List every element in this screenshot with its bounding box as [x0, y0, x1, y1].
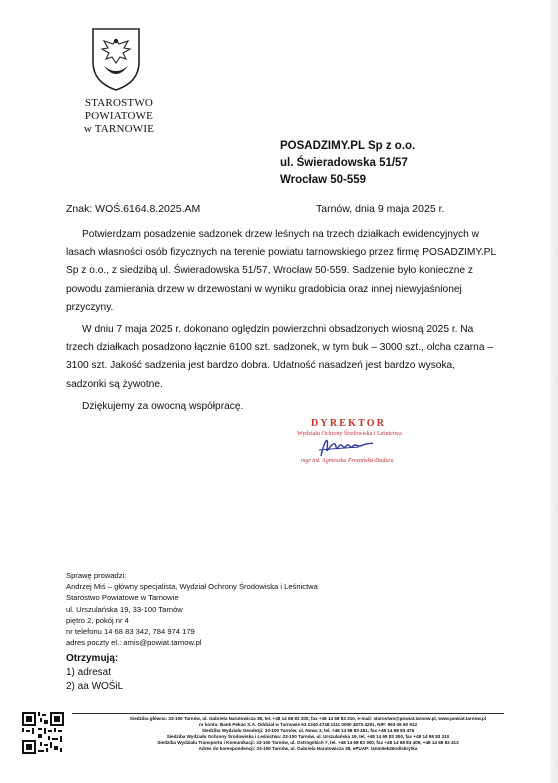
addressee-city: Wrocław 50-559	[280, 174, 367, 186]
case-handler-block	[66, 570, 318, 648]
case-handler-phone: nr telefonu 14 68 83 342, 784 974 179	[66, 627, 195, 637]
recipient-item: 2) aa WOŚiL	[66, 681, 124, 692]
qr-code-icon	[22, 712, 64, 754]
place-and-date: Tarnów, dnia 9 maja 2025 r.	[316, 203, 445, 215]
footer-line: Siedziba Wydziału Geodezji: 33-100 Tarnów, ul. Nowa 3, tel. +48 14 68 83 451, fax +48 14 68 83 476	[201, 728, 415, 733]
paragraph-1-text: Potwierdzam posadzenie sadzonek drzew leśnych na trzech działkach ewidencyjnych w lasach własności osób fizycznych na terenie powiatu tarnowskiego przez firmę POSADZIMY.PL Sp z o.o., z siedzibą ul. Świeradowska 51/57, Wrocław 50-559. Sadzenie było konieczne z powodu zamierania drzew w drzewostani w wyniku gradobicia oraz innej niewyjaśnionej przyczyny.	[66, 229, 496, 313]
handwritten-signature-icon	[315, 434, 375, 460]
footer-line: nr konta: Bank Pekao S.A. Oddział w Tarnowie 63 1240 4748 1111 0000 4873 4291, NIP: 993 06 60 913	[199, 722, 417, 727]
paragraph-confirmation	[66, 226, 498, 317]
footer-line: Siedziba główna: 33-100 Tarnów, ul. Gabriela Narutowicza 38, tel. +48 14 68 83 300, fax +48 14 68 83 310, e-mail: starostwo@powiat.tarnow.pl, www.powiat.tarnow.pl	[129, 716, 487, 721]
stamp-department: Wydziału Ochrony Środowiska i Leśnictwa	[297, 431, 402, 437]
case-handler-email[interactable]: adres poczty el.: amis@powiat.tarnow.pl	[66, 638, 202, 648]
office-name: STAROSTWO POWIATOWE	[84, 97, 154, 122]
addressee-block	[280, 138, 415, 189]
case-handler-heading: Sprawę prowadzi:	[66, 571, 127, 580]
recipients-block	[66, 652, 123, 694]
footer-line: Siedziba Wydziału Transportu i Komunikacji: 33-100 Tarnów, ul. Ostrogskich 7, tel. +48 14 68 83 300, fax +48 14 68 83 409, +48 14 68 83 413	[157, 740, 459, 745]
office-city: w TARNOWIE	[83, 123, 155, 135]
page-edge-shadow	[550, 0, 558, 783]
recipients-heading: Otrzymują:	[66, 653, 119, 664]
footer-line: Adres do korespondencji: 33-100 Tarnów, ul. Gabriela Narutowicza 38, ePUAP: /4nm0ek36nd/skrytka	[198, 746, 418, 751]
coat-of-arms-eagle-icon	[90, 26, 142, 92]
director-stamp	[297, 418, 437, 474]
case-handler-room: piętro 2, pokój nr 4	[66, 615, 129, 625]
paragraph-3-text: Dziękujemy za owocną współpracę.	[82, 400, 244, 412]
case-handler-address: ul. Urszulańska 19, 33-100 Tarnów	[66, 604, 183, 614]
stamp-signatory: mgr inż. Agnieszka Prozańska-Dadura	[301, 458, 394, 464]
issuing-office	[54, 97, 184, 136]
addressee-street: ul. Świeradowska 51/57	[280, 157, 408, 169]
case-handler-office: Starostwo Powiatowe w Tarnowie	[66, 593, 179, 603]
reference-number: Znak: WOŚ.6164.8.2025.AM	[66, 203, 201, 215]
letter-body	[66, 226, 498, 420]
paragraph-2-text: W dniu 7 maja 2025 r. dokonano oględzin powierzchni obsadzonych wiosną 2025 r. Na trzech działkach posadzono łącznie 6100 szt. sadzonek, w tym buk – 3000 szt., olcha czarna – 3100 szt. Jakość sadzenia jest bardzo dobra. Udatność nasadzeń jest bardzo wysoka, sadzonki są żywotne.	[66, 324, 493, 390]
case-handler-name: Andrzej Miś – główny specjalista, Wydział Ochrony Środowiska i Leśnictwa	[66, 582, 318, 592]
paragraph-inspection	[66, 321, 498, 394]
footer-line: Siedziba Wydziału Ochrony Środowiska i Leśnictwa: 33-100 Tarnów, ul. Urszulańska 19, tel. +48 14 68 83 300, fax +48 14 68 83 310	[166, 734, 450, 739]
recipient-item: 1) adresat	[66, 667, 112, 678]
addressee-company: POSADZIMY.PL Sp z o.o.	[280, 140, 416, 152]
footer-contact-info	[72, 716, 544, 752]
footer-divider	[72, 713, 504, 714]
stamp-title: DYREKTOR	[311, 418, 387, 429]
paragraph-thanks	[66, 398, 498, 416]
